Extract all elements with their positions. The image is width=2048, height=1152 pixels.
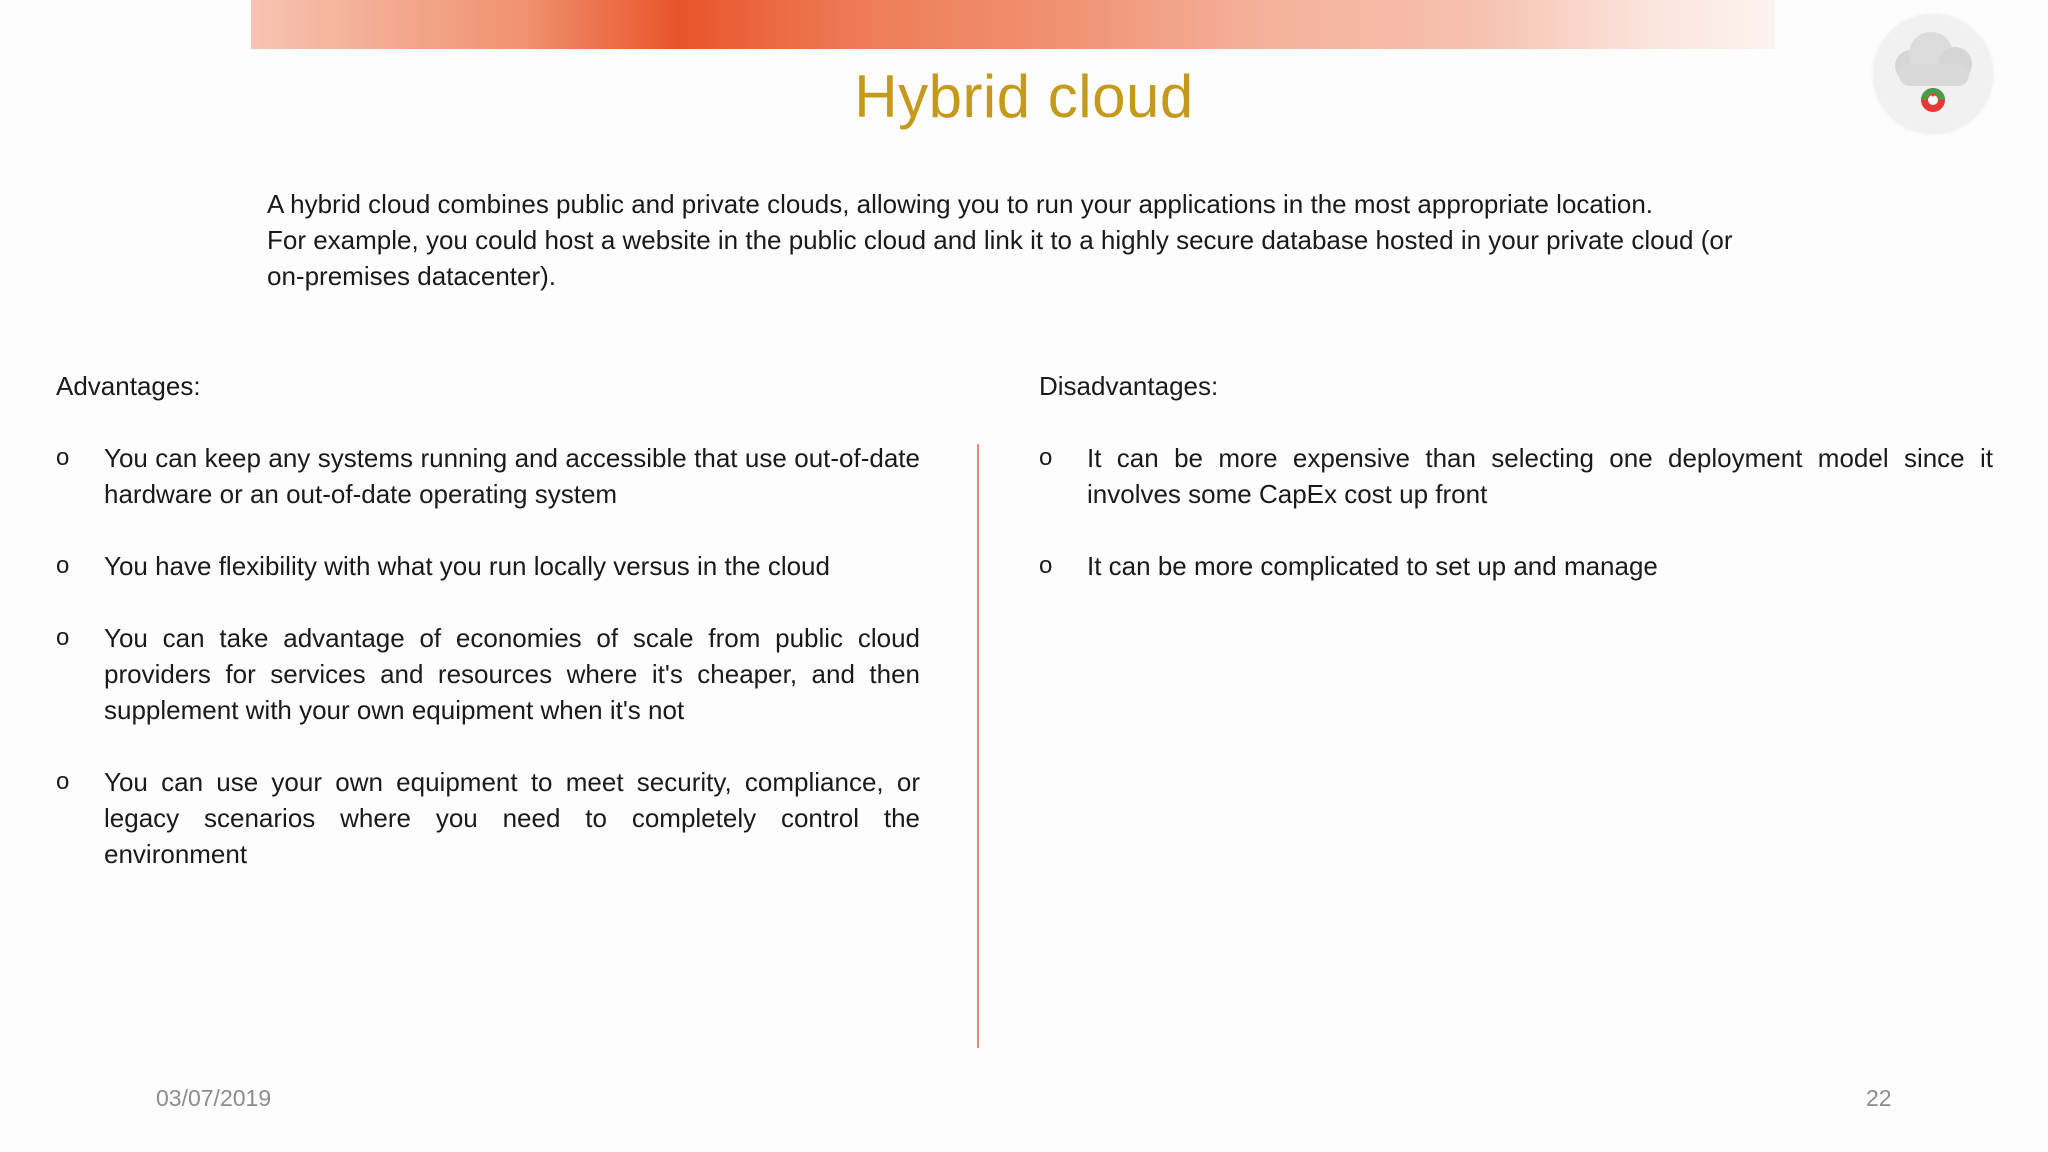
intro-paragraph xyxy=(267,186,1767,294)
advantage-item xyxy=(56,548,920,584)
slide-title: Hybrid cloud xyxy=(854,63,1194,130)
intro-line-2: For example, you could host a website in the public cloud and link it to a highly secure database hosted in your private cloud (or on-premises datacenter). xyxy=(267,225,1733,291)
advantage-text: You can keep any systems running and accessible that use out-of-date hardware or an out-of-date operating system xyxy=(104,443,920,509)
bullet-circle-icon: o xyxy=(1039,444,1053,471)
disadvantage-item xyxy=(1039,548,1993,584)
advantages-heading: Advantages: xyxy=(56,371,201,401)
advantage-text: You have flexibility with what you run locally versus in the cloud xyxy=(104,551,830,581)
advantage-item xyxy=(56,620,920,728)
bullet-circle-icon: o xyxy=(56,768,70,795)
disadvantage-text: It can be more complicated to set up and manage xyxy=(1087,551,1658,581)
disadvantages-list xyxy=(1039,440,1993,620)
disadvantages-heading: Disadvantages: xyxy=(1039,371,1219,401)
bullet-circle-icon: o xyxy=(1039,552,1053,579)
disadvantage-item xyxy=(1039,440,1993,512)
top-accent-band xyxy=(251,0,1775,49)
bullet-circle-icon: o xyxy=(56,624,70,651)
bullet-circle-icon: o xyxy=(56,552,70,579)
column-divider xyxy=(977,444,979,1048)
page-number: 22 xyxy=(1866,1085,1892,1111)
advantage-item xyxy=(56,440,920,512)
advantage-text: You can take advantage of economies of scale from public cloud providers for services and resources where it's cheaper, and then supplement with your own equipment when it's not xyxy=(104,623,920,725)
advantage-item xyxy=(56,764,920,872)
bullet-circle-icon: o xyxy=(56,444,70,471)
advantage-text: You can use your own equipment to meet security, compliance, or legacy scenarios where you need to completely control the environment xyxy=(104,767,920,869)
disadvantage-text: It can be more expensive than selecting one deployment model since it involves some CapEx cost up front xyxy=(1087,443,1993,509)
advantages-list xyxy=(56,440,920,908)
intro-line-1: A hybrid cloud combines public and private clouds, allowing you to run your applications in the most appropriate location. xyxy=(267,189,1654,219)
footer-date: 03/07/2019 xyxy=(156,1085,272,1111)
